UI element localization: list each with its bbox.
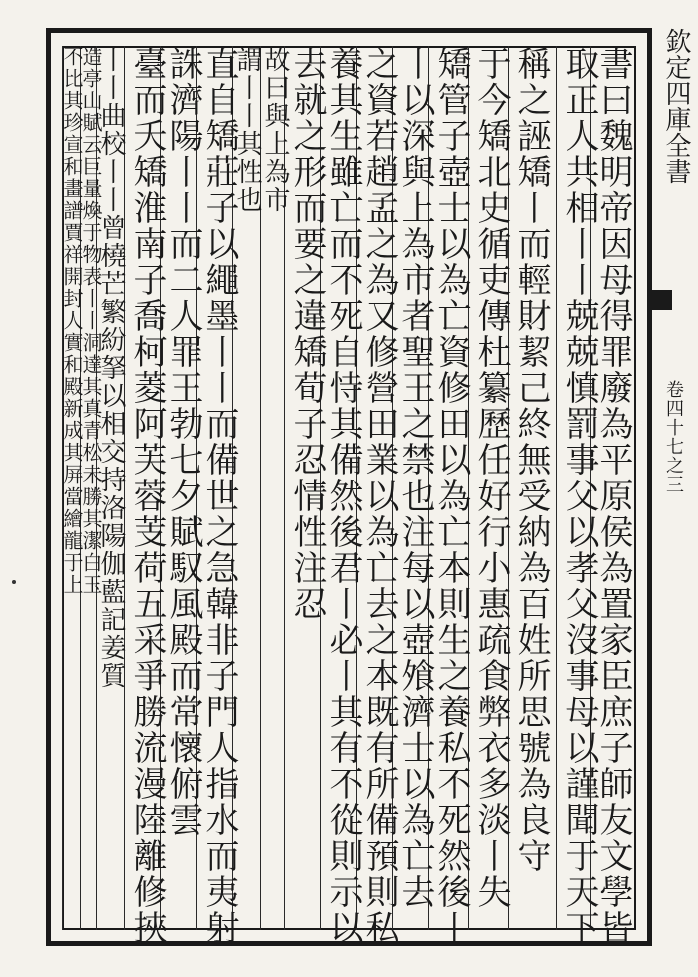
text-column: 誅濟陽丨丨而二人罪王勃七夕賦馭風殿而常懷俯雲 bbox=[160, 46, 206, 930]
margin-band bbox=[636, 46, 652, 930]
text-column: 造亭山賦云巨量煥于物表丨丨洞達其真青松未勝其潔白玉 bbox=[80, 46, 102, 930]
text-column: 于今矯北史循吏傳杜纂歷任好行小惠疏食弊衣多淡丨失 bbox=[468, 46, 514, 930]
scan-speck bbox=[12, 580, 16, 584]
text-column: 謂丨丨其性也 bbox=[232, 46, 262, 930]
text-column: 書曰魏明帝因母得罪廢為平原侯為置家臣庶子師友文學皆 bbox=[590, 46, 636, 930]
volume-label: 卷四十七之三 bbox=[663, 380, 684, 494]
text-column: 故曰與上為市 bbox=[260, 46, 290, 930]
text-column: 之資若趙孟之為又修營田業以為亡去之本既有所備預則私 bbox=[356, 46, 402, 930]
collection-title: 欽定四庫全書 bbox=[661, 28, 691, 184]
text-column: 稱之誣矯丨而輕財絜己終無受納為百姓所思號為良守 bbox=[508, 46, 554, 930]
text-column: 矯管子壺士以為亡資修田以為亡本則生之養私不死然後丨 bbox=[428, 46, 474, 930]
text-column: 直自矯莊子以繩墨丨丨而備世之急韓非子門人指水而夷射 bbox=[196, 46, 242, 930]
text-column: 丨以深與上為市者聖王之禁也注每以壺飧濟士以為亡去 bbox=[392, 46, 438, 930]
text-column: 臺而夭矯淮南子喬柯菱阿芙蓉芰荷五采爭勝流漫陸離修挾 bbox=[124, 46, 170, 930]
text-column: 去就之形而要之違矯荀子忍情性注忍 bbox=[284, 46, 330, 930]
text-column: 不比其珍宣和畫譜賈祥開封人實和殿新成其屏當繪龍于上 bbox=[62, 46, 82, 930]
text-column: 養其生雖亡而不死自恃其備然後君丨必丨其有不從則示以 bbox=[320, 46, 366, 930]
text-column: 取正人共相丨丨兢兢慎罰事父以孝父沒事母以謹聞于天下 bbox=[556, 46, 602, 930]
text-column: 丨丨曲校丨丨曾橈芒繁紛拏以相交持洛陽伽藍記姜質 bbox=[96, 46, 126, 930]
